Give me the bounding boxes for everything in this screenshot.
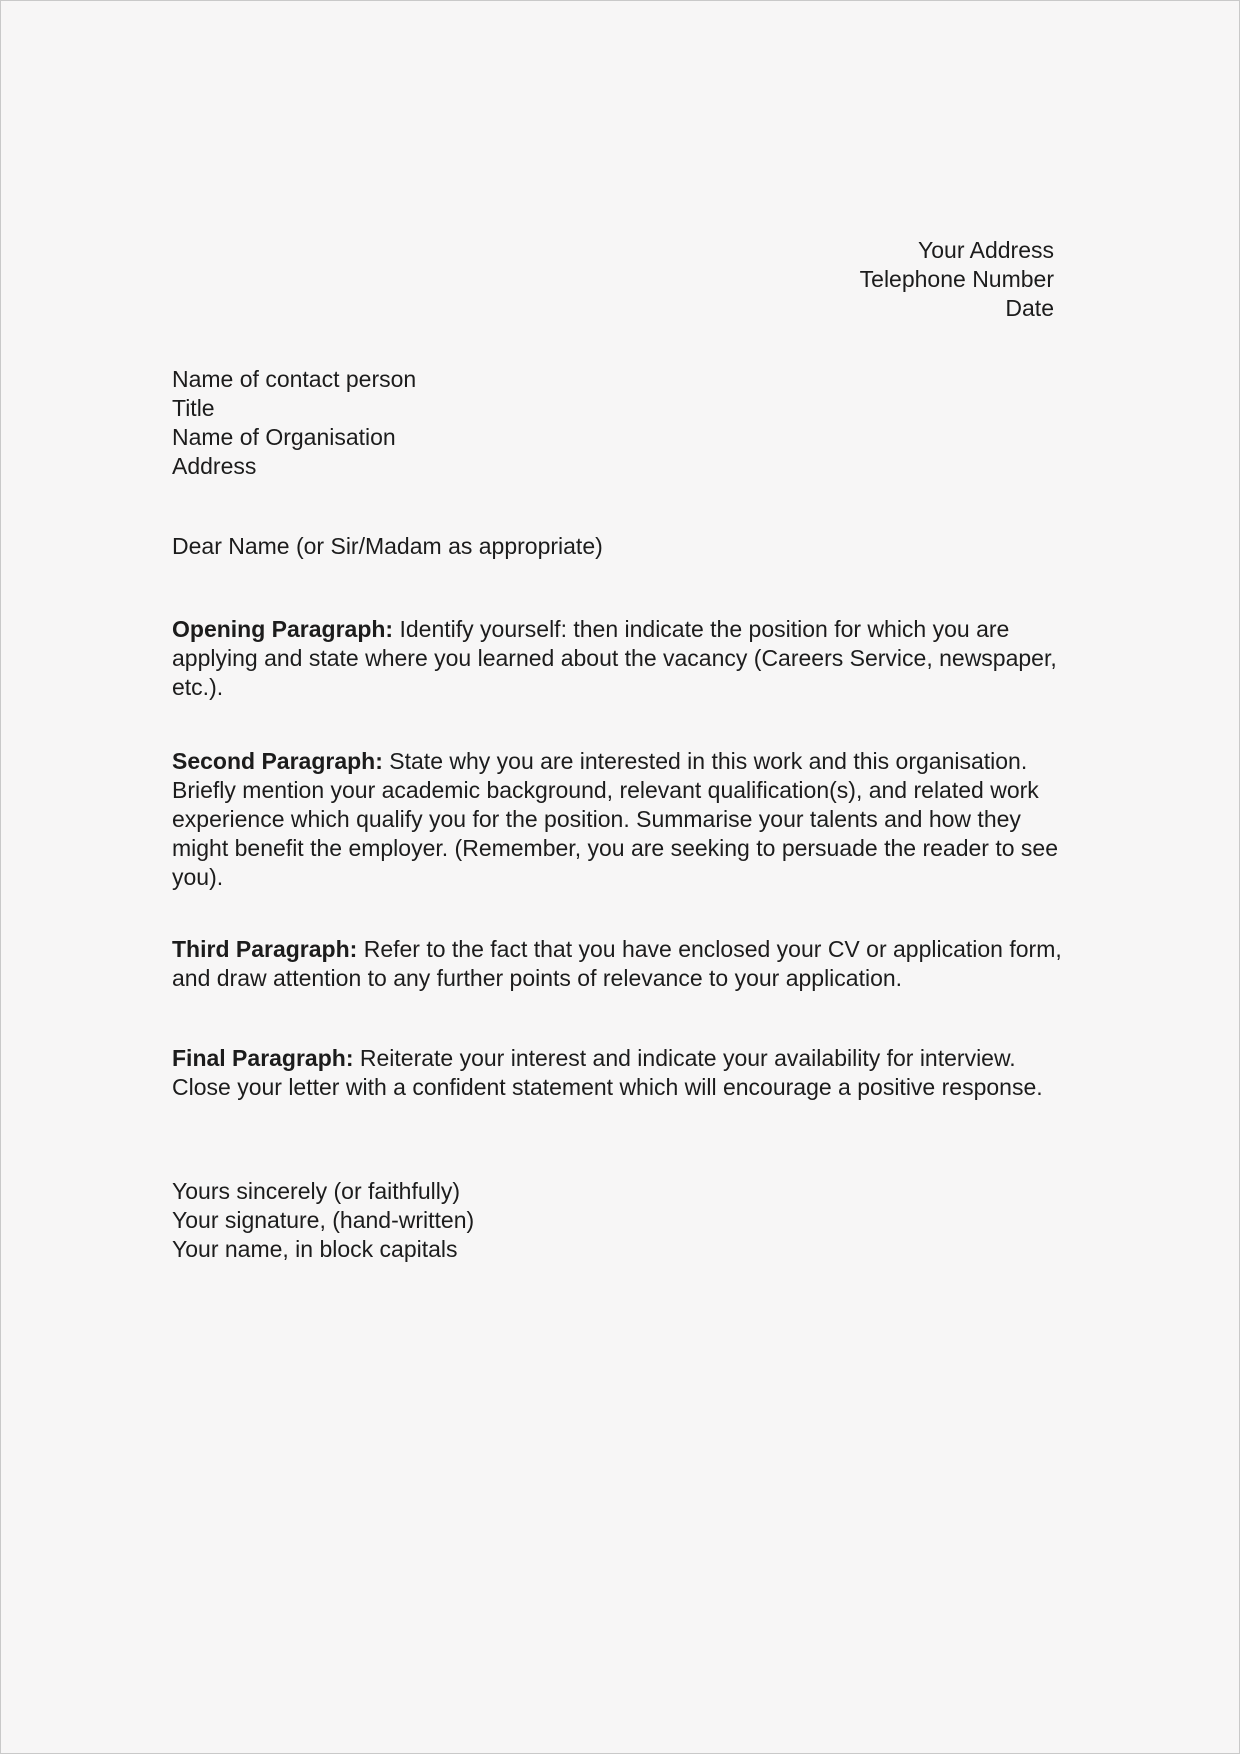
third-paragraph-body: Refer to the fact that you have enclosed your CV or application form, and draw attention to any further points of relevance to your application. <box>172 936 1062 991</box>
sender-date-line: Date <box>1005 295 1054 321</box>
opening-paragraph-label: Opening Paragraph: <box>172 616 394 642</box>
final-paragraph-label: Final Paragraph: <box>172 1045 354 1071</box>
third-paragraph <box>172 935 1067 993</box>
second-paragraph <box>172 747 1067 892</box>
salutation: Dear Name (or Sir/Madam as appropriate) <box>172 533 603 559</box>
opening-paragraph-body: Identify yourself: then indicate the position for which you are applying and state where you learned about the vacancy (Careers Service, newspaper, etc.). <box>172 616 1057 700</box>
recipient-organisation-line: Name of Organisation <box>172 424 396 450</box>
recipient-contact-name-line: Name of contact person <box>172 366 417 392</box>
second-paragraph-body: State why you are interested in this work and this organisation. Briefly mention your academic background, relevant qualification(s), and related work experience which qualify you for the position. Summarise your talents and how they might benefit the employer. (Remember, you are seeking to persuade the reader to see you). <box>172 748 1059 890</box>
recipient-address-line: Address <box>172 453 257 479</box>
closing-signature-line: Your signature, (hand-written) <box>172 1207 475 1233</box>
sender-address-block <box>172 236 1054 323</box>
second-paragraph-label: Second Paragraph: <box>172 748 383 774</box>
closing-block <box>172 1177 1067 1264</box>
sender-address-line: Your Address <box>918 237 1054 263</box>
final-paragraph <box>172 1044 1067 1102</box>
recipient-address-block <box>172 365 1067 481</box>
final-paragraph-body: Reiterate your interest and indicate your availability for interview. Close your letter with a confident statement which will encourage a positive response. <box>172 1045 1043 1100</box>
third-paragraph-label: Third Paragraph: <box>172 936 358 962</box>
closing-signoff-line: Yours sincerely (or faithfully) <box>172 1178 461 1204</box>
recipient-title-line: Title <box>172 395 215 421</box>
sender-telephone-line: Telephone Number <box>859 266 1054 292</box>
opening-paragraph <box>172 615 1067 702</box>
closing-name-line: Your name, in block capitals <box>172 1236 458 1262</box>
